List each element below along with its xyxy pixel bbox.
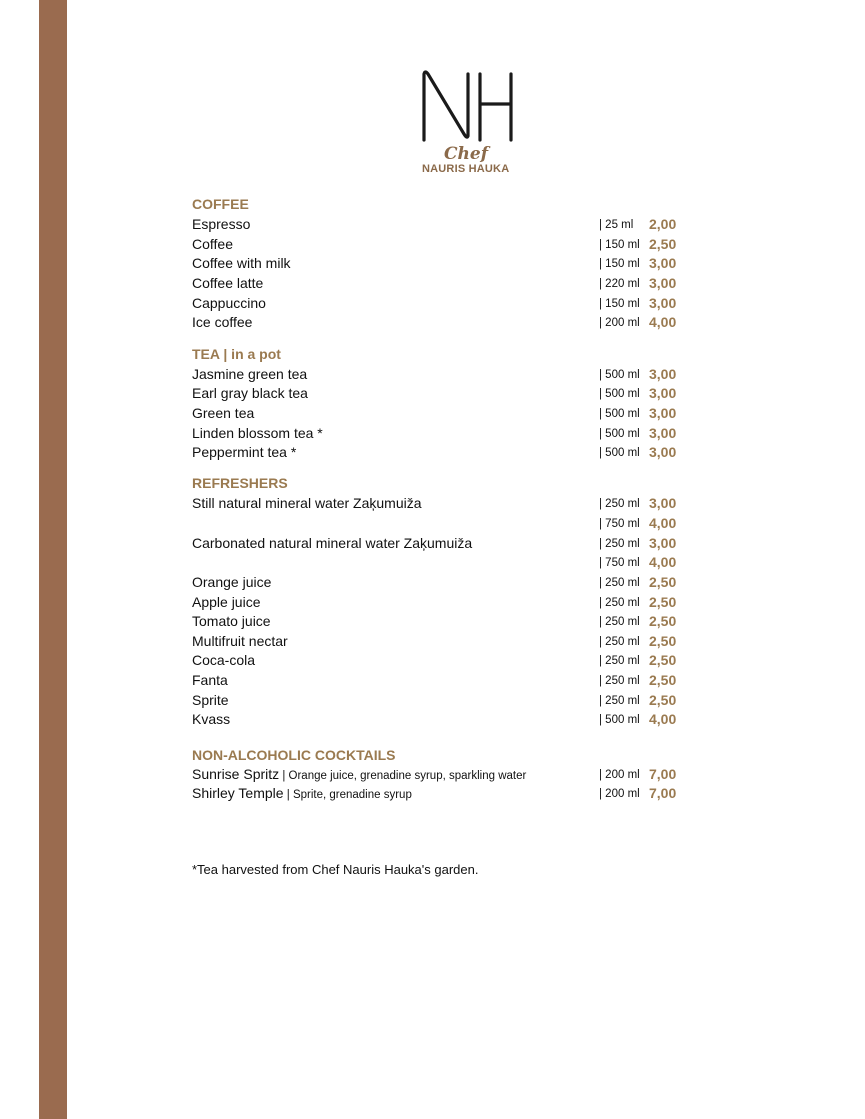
item-volume: | 500 ml: [599, 447, 640, 459]
item-price: 4,00: [649, 554, 677, 570]
item-name: Linden blossom tea *: [192, 425, 323, 441]
section-heading-refreshers: REFRESHERS: [192, 475, 288, 491]
item-volume: | 150 ml: [599, 239, 640, 251]
item-price: 7,00: [649, 785, 677, 801]
item-name: Carbonated natural mineral water Zaķumuiža: [192, 535, 473, 551]
item-name: Coffee with milk: [192, 255, 291, 271]
menu-item: [192, 574, 682, 593]
item-price: 2,50: [649, 613, 677, 629]
item-volume: | 250 ml: [599, 597, 640, 609]
item-description: | Sprite, grenadine syrup: [283, 789, 412, 801]
item-name: Fanta: [192, 672, 228, 688]
menu-item: [192, 255, 682, 274]
section-heading-tea: TEA | in a pot: [192, 346, 281, 362]
item-name: Multifruit nectar: [192, 633, 288, 649]
item-name: Tomato juice: [192, 613, 271, 629]
item-price: 3,00: [649, 295, 677, 311]
chef-logo: [400, 66, 540, 181]
item-price: 3,00: [649, 535, 677, 551]
item-price: 2,50: [649, 574, 677, 590]
menu-item: [192, 785, 682, 804]
menu-item: [192, 594, 682, 613]
item-name: Apple juice: [192, 594, 261, 610]
item-volume: | 250 ml: [599, 538, 640, 550]
item-volume: | 500 ml: [599, 369, 640, 381]
menu-item: [192, 425, 682, 444]
menu-item: [192, 672, 682, 691]
item-price: 4,00: [649, 314, 677, 330]
menu-item: [192, 236, 682, 255]
menu-item: [192, 495, 682, 514]
item-price: 2,00: [649, 216, 677, 232]
menu-item: [192, 366, 682, 385]
item-volume: | 500 ml: [599, 428, 640, 440]
item-price: 2,50: [649, 672, 677, 688]
item-price: 3,00: [649, 255, 677, 271]
item-volume: | 200 ml: [599, 788, 640, 800]
item-name: Sprite: [192, 692, 229, 708]
item-price: 3,00: [649, 405, 677, 421]
menu-item: [192, 385, 682, 404]
item-name: Kvass: [192, 711, 231, 727]
item-volume: | 250 ml: [599, 655, 640, 667]
item-volume: | 250 ml: [599, 636, 640, 648]
item-name: Cappuccino: [192, 295, 266, 311]
item-name: Shirley Temple: [192, 785, 284, 801]
item-name: Still natural mineral water Zaķumuiža: [192, 495, 422, 511]
item-price: 4,00: [649, 515, 677, 531]
item-price: 3,00: [649, 275, 677, 291]
item-name: Peppermint tea *: [192, 444, 297, 460]
item-volume: | 250 ml: [599, 695, 640, 707]
item-name: Jasmine green tea: [192, 366, 308, 382]
item-volume: | 250 ml: [599, 675, 640, 687]
item-name: Ice coffee: [192, 314, 253, 330]
item-volume: | 250 ml: [599, 577, 640, 589]
item-price: 2,50: [649, 692, 677, 708]
item-name: Coffee: [192, 236, 233, 252]
menu-item: [192, 633, 682, 652]
item-name: Green tea: [192, 405, 255, 421]
item-volume: | 500 ml: [599, 388, 640, 400]
item-volume: | 25 ml: [599, 219, 634, 231]
menu-item: [192, 535, 682, 554]
menu-item: [192, 652, 682, 671]
nh-monogram-icon: [400, 66, 540, 146]
logo-brand-name: NAURIS HAUKA: [422, 163, 510, 175]
item-volume: | 500 ml: [599, 408, 640, 420]
item-name: Earl gray black tea: [192, 385, 308, 401]
item-volume: | 500 ml: [599, 714, 640, 726]
menu-item: [192, 613, 682, 632]
item-price: 3,00: [649, 366, 677, 382]
footnote: *Tea harvested from Chef Nauris Hauka's garden.: [192, 862, 479, 877]
item-price: 2,50: [649, 633, 677, 649]
item-name-with-desc: [192, 785, 412, 801]
menu-item: [192, 554, 682, 573]
menu-item: [192, 692, 682, 711]
menu-item: [192, 275, 682, 294]
logo-script-chef: Chef: [444, 144, 489, 164]
item-volume: | 750 ml: [599, 557, 640, 569]
item-volume: | 200 ml: [599, 317, 640, 329]
item-name: Sunrise Spritz: [192, 766, 280, 782]
menu-item: [192, 711, 682, 730]
item-name: Orange juice: [192, 574, 272, 590]
item-name-with-desc: [192, 766, 526, 782]
item-volume: | 150 ml: [599, 298, 640, 310]
item-price: 2,50: [649, 236, 677, 252]
menu-item: [192, 295, 682, 314]
section-heading-coffee: COFFEE: [192, 196, 249, 212]
menu-item: [192, 405, 682, 424]
item-price: 4,00: [649, 711, 677, 727]
side-bar-decoration: [39, 0, 67, 1119]
item-price: 3,00: [649, 495, 677, 511]
item-volume: | 250 ml: [599, 616, 640, 628]
item-volume: | 200 ml: [599, 769, 640, 781]
item-volume: | 750 ml: [599, 518, 640, 530]
item-name: Coffee latte: [192, 275, 264, 291]
menu-item: [192, 766, 682, 785]
menu-item: [192, 444, 682, 463]
item-volume: | 220 ml: [599, 278, 640, 290]
item-price: 2,50: [649, 652, 677, 668]
menu-item: [192, 515, 682, 534]
item-price: 3,00: [649, 425, 677, 441]
menu-item: [192, 216, 682, 235]
item-volume: | 250 ml: [599, 498, 640, 510]
item-name: Coca-cola: [192, 652, 256, 668]
item-price: 7,00: [649, 766, 677, 782]
item-price: 2,50: [649, 594, 677, 610]
item-volume: | 150 ml: [599, 258, 640, 270]
item-price: 3,00: [649, 444, 677, 460]
item-price: 3,00: [649, 385, 677, 401]
item-name: Espresso: [192, 216, 251, 232]
item-description: | Orange juice, grenadine syrup, sparkling water: [279, 770, 527, 782]
menu-item: [192, 314, 682, 333]
section-heading-cocktails: NON-ALCOHOLIC COCKTAILS: [192, 747, 396, 763]
